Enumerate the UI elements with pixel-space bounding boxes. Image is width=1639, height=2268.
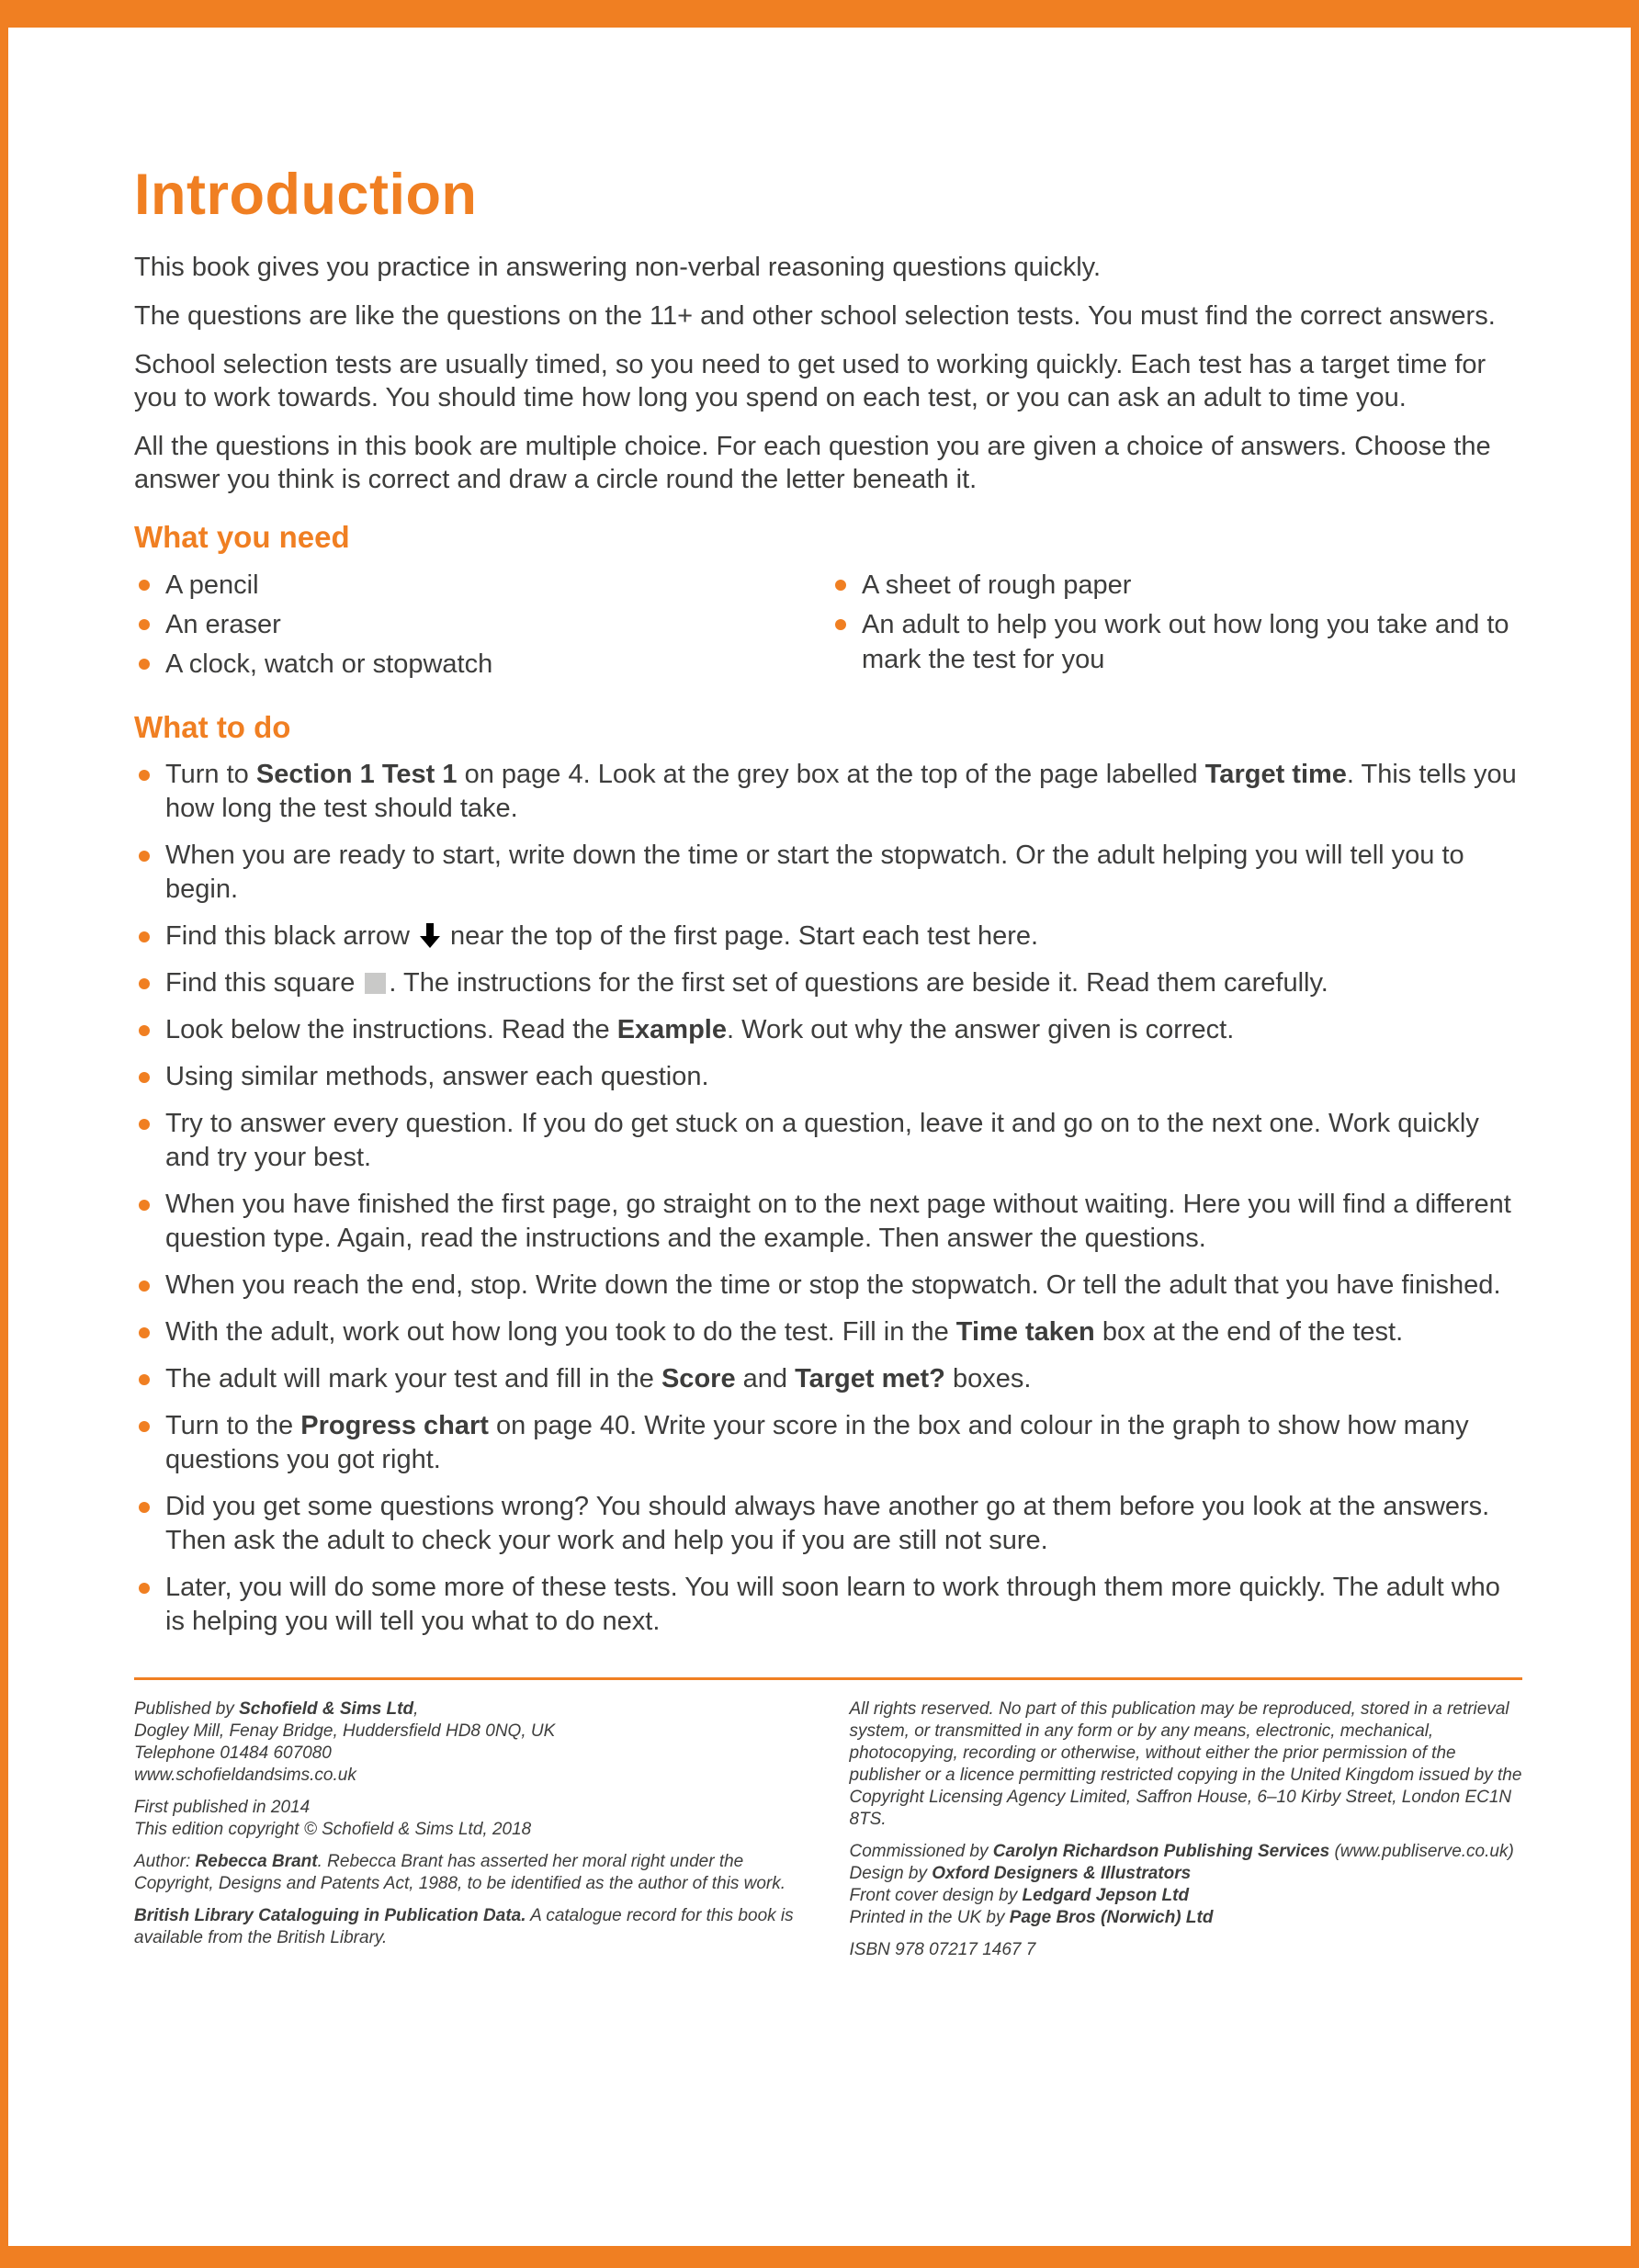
instruction-item-text: Find this black arrow near the top of the first page. Start each test here. (165, 921, 1039, 952)
instruction-item (134, 1571, 1522, 1639)
imprint-line-text: All rights reserved. No part of this publication may be reproduced, stored in a retrieval system, or transmitted in any form or by any means, electronic, mechanical, photocopying, recording or otherwise, without either the prior permission of the publisher or a licence permitting restricted copying in the United Kingdom issued by the Copyright Licensing Agency Limited, Saffron House, 6–10 Kirby Street, London EC1N 8TS. (849, 1699, 1522, 1830)
imprint-line-text: Dogley Mill, Fenay Bridge, Huddersfield HD8 0NQ, UK (134, 1721, 556, 1742)
instruction-item (134, 1269, 1522, 1303)
bullet-icon (835, 619, 846, 630)
intro-paragraph-text: All the questions in this book are multiple choice. For each question you are given a choice of answers. Choose the answer you think is correct and draw a circle round the letter beneath it. (134, 432, 1491, 495)
imprint-line-text: Printed in the UK by Page Bros (Norwich) Ltd (849, 1908, 1214, 1928)
instruction-item (134, 1362, 1522, 1396)
need-item (831, 568, 1522, 603)
bullet-icon (139, 619, 150, 630)
what-you-need-list-right (831, 568, 1522, 686)
intro-paragraph (134, 299, 1522, 333)
imprint-line-text: Commissioned by Carolyn Richardson Publishing Services (www.publiserve.co.uk) (849, 1842, 1514, 1862)
instruction-item (134, 920, 1522, 953)
imprint-column-right (850, 1698, 1523, 1961)
imprint-line-text: Author: Rebecca Brant. Rebecca Brant has asserted her moral right under the Copyright, Designs and Patents Act, 1988, to be identified as the author of this work. (134, 1852, 786, 1894)
imprint-line (134, 1797, 808, 1819)
imprint-line (850, 1907, 1523, 1929)
bullet-icon (139, 1583, 150, 1594)
instruction-item (134, 1409, 1522, 1477)
instruction-item-text: Turn to Section 1 Test 1 on page 4. Look at the grey box at the top of the page labelled Target time. This tells you how long the test should take. (165, 760, 1517, 824)
instruction-item (134, 839, 1522, 907)
imprint-line (134, 1765, 808, 1787)
instruction-item-text: Look below the instructions. Read the Example. Work out why the answer given is correct. (165, 1015, 1235, 1045)
intro-paragraph-text: This book gives you practice in answering non-verbal reasoning questions quickly. (134, 253, 1102, 283)
footer-divider (134, 1677, 1522, 1680)
instruction-item-text: When you are ready to start, write down the time or start the stopwatch. Or the adult helping you will tell you to begin. (165, 841, 1464, 905)
instruction-item (134, 1013, 1522, 1047)
what-to-do-list (134, 758, 1522, 1639)
imprint-line (134, 1721, 808, 1743)
bullet-icon (139, 659, 150, 670)
imprint-line-text: First published in 2014 (134, 1798, 311, 1818)
what-you-need-columns (134, 568, 1522, 686)
need-item (134, 647, 831, 682)
instruction-item (134, 1315, 1522, 1349)
imprint-line-text: This edition copyright © Schofield & Sims Ltd, 2018 (134, 1820, 532, 1840)
page-content (8, 28, 1631, 1980)
grey-square-icon (365, 973, 386, 994)
need-item (831, 607, 1522, 677)
instruction-item-text: Later, you will do some more of these tests. You will soon learn to work through them more quickly. The adult who is helping you will tell you what to do next. (165, 1573, 1500, 1637)
imprint-line (134, 1851, 808, 1895)
imprint-footer (134, 1698, 1522, 1961)
instruction-item-text: Try to answer every question. If you do get stuck on a question, leave it and go on to the next one. Work quickly and try your best. (165, 1109, 1479, 1173)
instruction-item-text: Turn to the Progress chart on page 40. Write your score in the box and colour in the graph to show how many questions you got right. (165, 1411, 1469, 1475)
bullet-icon (139, 1025, 150, 1036)
heading-what-to-do: What to do (134, 710, 291, 745)
instruction-item-text: Using similar methods, answer each question. (165, 1062, 709, 1092)
intro-paragraph (134, 251, 1522, 284)
need-item-text: A sheet of rough paper (862, 570, 1132, 601)
imprint-line (134, 1905, 808, 1949)
instruction-item (134, 1060, 1522, 1094)
imprint-line (850, 1885, 1523, 1907)
imprint-line-text: British Library Cataloguing in Publication Data. A catalogue record for this book is available from the British Library. (134, 1906, 794, 1948)
bullet-icon (139, 1374, 150, 1385)
imprint-line (134, 1819, 808, 1841)
imprint-line (134, 1743, 808, 1765)
down-arrow-icon (420, 923, 440, 948)
bullet-icon (139, 1327, 150, 1338)
bullet-icon (139, 1502, 150, 1513)
imprint-line-text: ISBN 978 07217 1467 7 (849, 1940, 1036, 1960)
instruction-item-text: With the adult, work out how long you took to do the test. Fill in the Time taken box at the end of the test. (165, 1317, 1404, 1348)
need-item-text: An adult to help you work out how long you take and to mark the test for you (862, 610, 1509, 675)
instruction-item-text: Find this square . The instructions for the first set of questions are beside it. Read them carefully. (165, 968, 1328, 999)
bullet-icon (139, 978, 150, 989)
instruction-item (134, 966, 1522, 1000)
instruction-item-text: When you have finished the first page, go straight on to the next page without waiting. Here you will find a different question type. Again, read the instructions and the example. Then answer the questions. (165, 1190, 1511, 1254)
instruction-item (134, 1490, 1522, 1558)
instruction-item-text: When you reach the end, stop. Write down the time or stop the stopwatch. Or tell the adult that you have finished. (165, 1270, 1501, 1301)
imprint-line-text: www.schofieldandsims.co.uk (134, 1766, 356, 1786)
need-item-text: A pencil (165, 570, 259, 601)
intro-paragraph (134, 430, 1522, 496)
intro-paragraph (134, 348, 1522, 414)
page-title: Introduction (134, 163, 478, 227)
intro-paragraph-text: School selection tests are usually timed, so you need to get used to working quickly. Each test has a target time for you to work towards. You should time how long you spend on each test, or you can ask an adult to time you. (134, 350, 1486, 413)
bullet-icon (139, 1072, 150, 1083)
heading-what-you-need: What you need (134, 520, 350, 555)
imprint-line-text: Design by Oxford Designers & Illustrators (849, 1864, 1192, 1884)
instruction-item (134, 1188, 1522, 1256)
imprint-line-text: Published by Schofield & Sims Ltd, (134, 1699, 419, 1720)
what-you-need-list-left (134, 568, 831, 686)
bullet-icon (139, 1119, 150, 1130)
imprint-line (850, 1939, 1523, 1961)
bullet-icon (139, 851, 150, 862)
imprint-line (850, 1698, 1523, 1831)
instruction-item-text: Did you get some questions wrong? You should always have another go at them before you look at the answers. Then ask the adult to check your work and help you if you are still not sure. (165, 1492, 1490, 1556)
imprint-line (134, 1698, 808, 1721)
bullet-icon (139, 931, 150, 942)
intro-paragraphs (134, 251, 1522, 496)
imprint-line (850, 1863, 1523, 1885)
bullet-icon (139, 580, 150, 591)
instruction-item (134, 1107, 1522, 1175)
intro-paragraph-text: The questions are like the questions on the 11+ and other school selection tests. You must find the correct answers. (134, 301, 1496, 332)
instruction-item (134, 758, 1522, 826)
imprint-line-text: Telephone 01484 607080 (134, 1743, 332, 1764)
need-item-text: An eraser (165, 610, 281, 640)
bullet-icon (139, 1200, 150, 1211)
bullet-icon (139, 1421, 150, 1432)
imprint-line (850, 1841, 1523, 1863)
bullet-icon (139, 1281, 150, 1292)
need-item (134, 607, 831, 642)
need-item-text: A clock, watch or stopwatch (165, 649, 493, 680)
imprint-line-text: Front cover design by Ledgard Jepson Ltd (849, 1886, 1190, 1906)
bullet-icon (139, 770, 150, 781)
imprint-column-left (134, 1698, 808, 1961)
bullet-icon (835, 580, 846, 591)
instruction-item-text: The adult will mark your test and fill in the Score and Target met? boxes. (165, 1364, 1032, 1394)
need-item (134, 568, 831, 603)
